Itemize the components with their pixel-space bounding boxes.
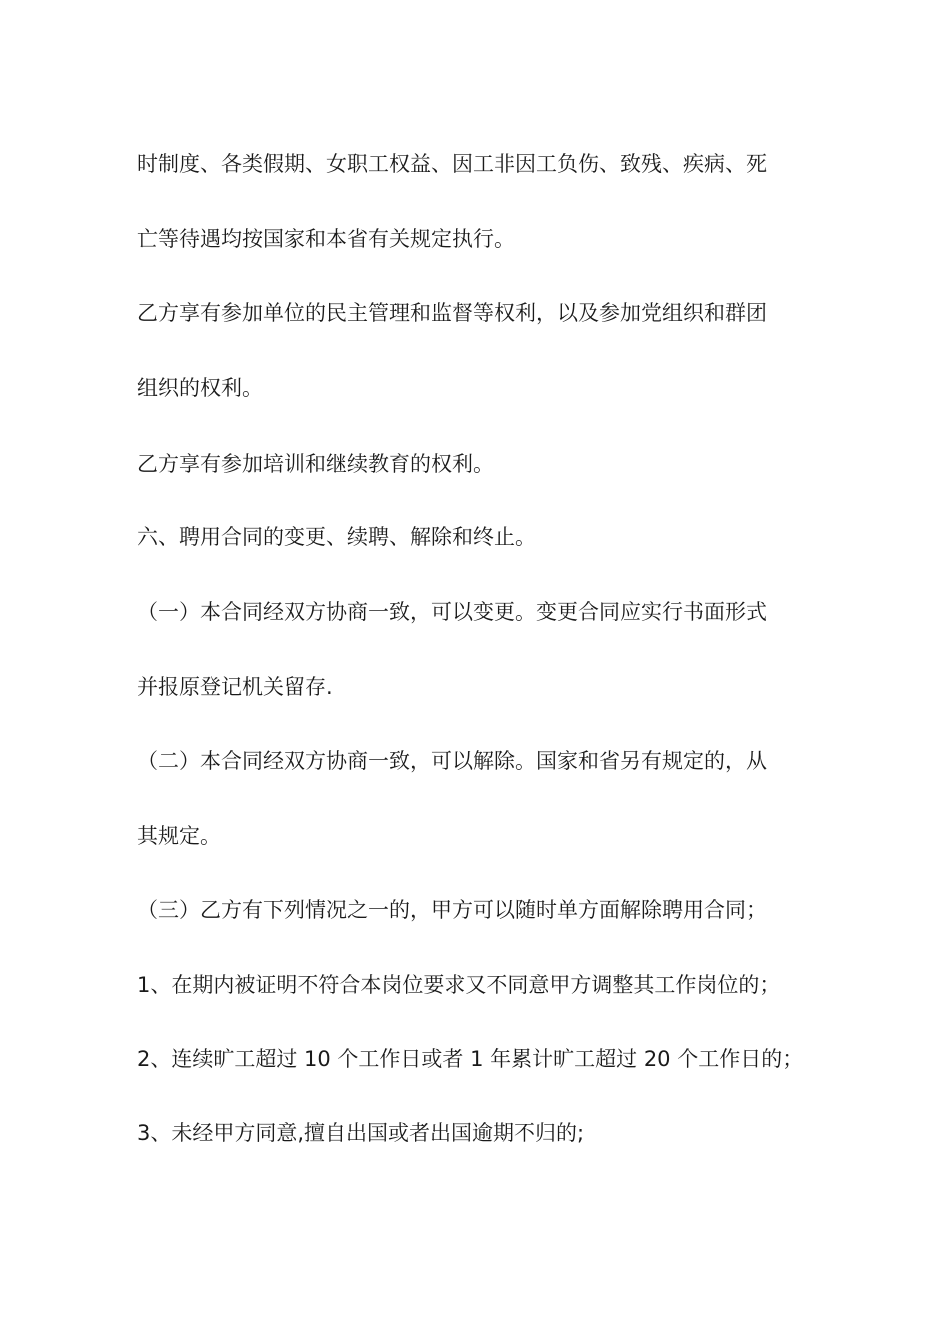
text-line: （二）本合同经双方协商一致，可以解除。国家和省另有规定的，从 — [137, 749, 767, 773]
list-item: 2、连续旷工超过 10 个工作日或者 1 年累计旷工超过 20 个工作日的； — [137, 1047, 804, 1071]
text-line: 组织的权利。 — [137, 376, 263, 400]
text-line: 乙方享有参加单位的民主管理和监督等权利，以及参加党组织和群团 — [137, 301, 767, 325]
text-line: 亡等待遇均按国家和本省有关规定执行。 — [137, 227, 515, 251]
text-line: 并报原登记机关留存. — [137, 675, 333, 699]
text-line: （三）乙方有下列情况之一的，甲方可以随时单方面解除聘用合同； — [137, 898, 767, 922]
section-heading: 六、聘用合同的变更、续聘、解除和终止。 — [137, 525, 536, 549]
list-item: 1、在期内被证明不符合本岗位要求又不同意甲方调整其工作岗位的； — [137, 973, 781, 997]
text-line: 乙方享有参加培训和继续教育的权利。 — [137, 452, 494, 476]
list-item: 3、未经甲方同意,擅自出国或者出国逾期不归的; — [137, 1121, 585, 1145]
text-line: （一）本合同经双方协商一致，可以变更。变更合同应实行书面形式 — [137, 600, 767, 624]
text-line: 其规定。 — [137, 824, 221, 848]
text-line: 时制度、各类假期、女职工权益、因工非因工负伤、致残、疾病、死 — [137, 152, 767, 176]
